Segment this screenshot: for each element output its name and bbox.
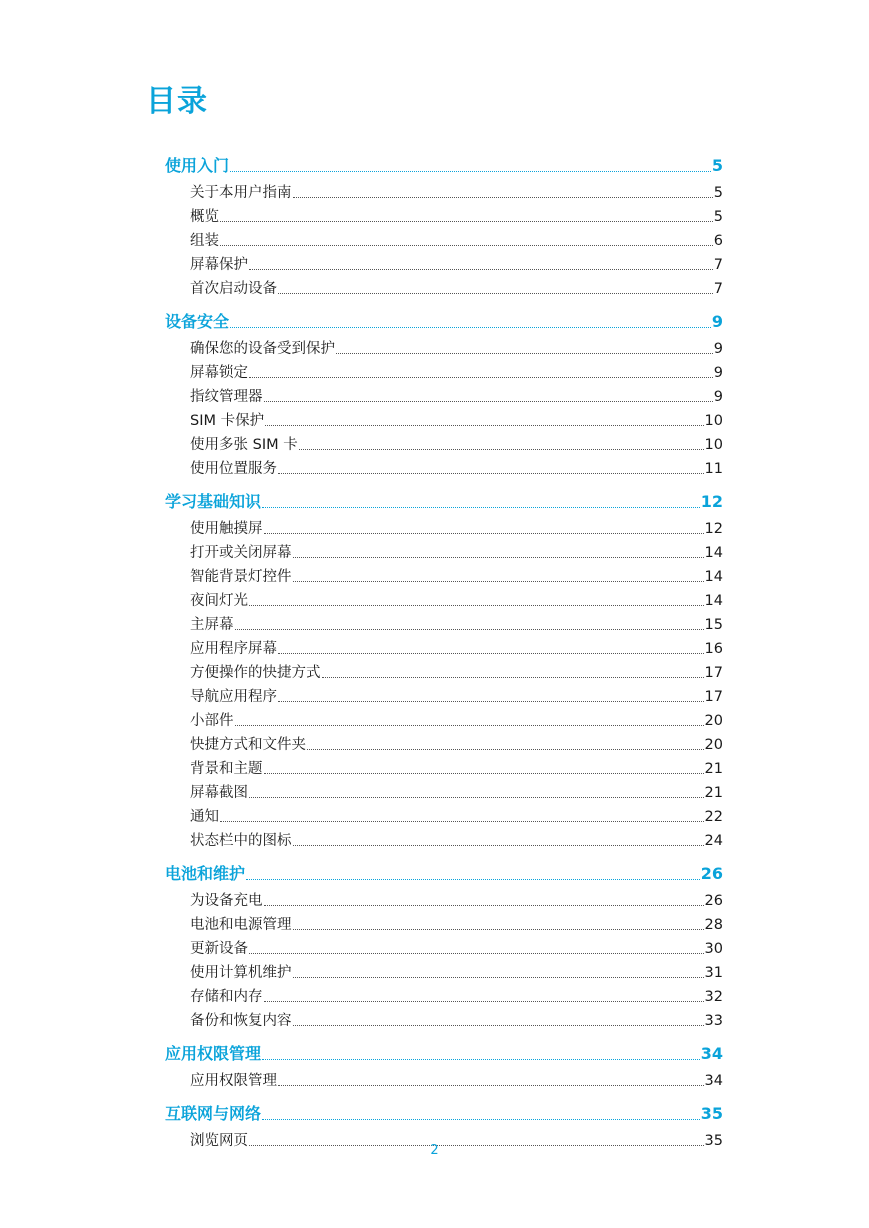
toc-entry-title: 应用程序屏幕	[190, 641, 277, 657]
dot-leader	[293, 197, 713, 198]
toc-entry-title: 首次启动设备	[190, 281, 277, 297]
toc-entry-title: 主屏幕	[190, 617, 234, 633]
toc-entry-page: 6	[713, 233, 723, 249]
dot-leader	[293, 1025, 704, 1026]
toc-chapter-title: 互联网与网络	[165, 1104, 262, 1123]
toc-chapter-page: 35	[700, 1104, 723, 1123]
toc-entry-link[interactable]	[0, 661, 869, 685]
toc-entry-link[interactable]	[0, 181, 869, 205]
toc-entry-page: 15	[704, 617, 723, 633]
toc-chapter-link[interactable]	[0, 307, 869, 337]
toc-entry-link[interactable]	[0, 385, 869, 409]
toc-entry-title: 关于本用户指南	[190, 185, 292, 201]
toc-entry-title: 指纹管理器	[190, 389, 263, 405]
dot-leader	[278, 701, 704, 702]
toc-entry-title: 使用触摸屏	[190, 521, 263, 537]
toc-entry-link[interactable]	[0, 277, 869, 301]
toc-chapter-title: 设备安全	[165, 312, 230, 331]
toc-section	[0, 859, 869, 1033]
toc-chapter-link[interactable]	[0, 151, 869, 181]
toc-entry-page: 5	[713, 209, 723, 225]
dot-leader	[336, 353, 713, 354]
toc-chapter-title: 电池和维护	[165, 864, 246, 883]
toc-entry-link[interactable]	[0, 733, 869, 757]
page-number: 2	[430, 1143, 439, 1158]
toc-entry-title: SIM 卡保护	[190, 413, 265, 429]
toc-entry-link[interactable]	[0, 565, 869, 589]
dot-leader	[293, 977, 704, 978]
dot-leader	[278, 653, 704, 654]
toc-entry-link[interactable]	[0, 229, 869, 253]
toc-entry-title: 更新设备	[190, 941, 248, 957]
toc-entry-link[interactable]	[0, 205, 869, 229]
toc-entry-title: 背景和主题	[190, 761, 263, 777]
toc-entry-link[interactable]	[0, 757, 869, 781]
dot-leader	[264, 401, 713, 402]
toc-entry-link[interactable]	[0, 253, 869, 277]
toc-entry-link[interactable]	[0, 457, 869, 481]
dot-leader	[293, 845, 704, 846]
toc-entry-link[interactable]	[0, 337, 869, 361]
toc-chapter-link[interactable]	[0, 859, 869, 889]
page-title: 目录	[146, 84, 208, 119]
dot-leader	[293, 581, 704, 582]
toc-entry-page: 17	[704, 665, 723, 681]
toc-entry-page: 32	[704, 989, 723, 1005]
toc-entry-link[interactable]	[0, 805, 869, 829]
toc-entry-title: 应用权限管理	[190, 1073, 277, 1089]
toc-entry-link[interactable]	[0, 685, 869, 709]
toc-entry-title: 使用计算机维护	[190, 965, 292, 981]
dot-leader	[230, 327, 711, 328]
dot-leader	[262, 1119, 700, 1120]
toc-entry-link[interactable]	[0, 889, 869, 913]
dot-leader	[264, 905, 704, 906]
toc-entry-page: 9	[713, 389, 723, 405]
toc-entry-page: 35	[704, 1133, 723, 1149]
toc-entry-page: 7	[713, 257, 723, 273]
dot-leader	[220, 221, 713, 222]
dot-leader	[322, 677, 704, 678]
table-of-contents	[0, 151, 869, 1159]
toc-entry-link[interactable]	[0, 409, 869, 433]
dot-leader	[265, 425, 703, 426]
toc-entry-page: 16	[704, 641, 723, 657]
dot-leader	[264, 1001, 704, 1002]
dot-leader	[249, 953, 704, 954]
toc-entry-title: 导航应用程序	[190, 689, 277, 705]
toc-entry-title: 概览	[190, 209, 219, 225]
toc-entry-link[interactable]	[0, 361, 869, 385]
toc-entry-title: 浏览网页	[190, 1133, 248, 1149]
toc-entry-page: 12	[704, 521, 723, 537]
toc-entry-page: 9	[713, 365, 723, 381]
dot-leader	[249, 797, 704, 798]
toc-chapter-title: 使用入门	[165, 156, 230, 175]
toc-entry-link[interactable]	[0, 589, 869, 613]
toc-entry-page: 20	[704, 713, 723, 729]
toc-entry-title: 为设备充电	[190, 893, 263, 909]
toc-entry-page: 21	[704, 785, 723, 801]
toc-entry-title: 屏幕锁定	[190, 365, 248, 381]
toc-chapter-page: 9	[711, 312, 723, 331]
toc-chapter-link[interactable]	[0, 1099, 869, 1129]
toc-entry-title: 屏幕保护	[190, 257, 248, 273]
dot-leader	[249, 605, 704, 606]
toc-entry-page: 21	[704, 761, 723, 777]
toc-entry-title: 通知	[190, 809, 219, 825]
toc-entry-page: 7	[713, 281, 723, 297]
toc-entry-title: 小部件	[190, 713, 234, 729]
toc-entry-title: 电池和电源管理	[190, 917, 292, 933]
toc-entry-link[interactable]	[0, 781, 869, 805]
toc-entry-link[interactable]	[0, 637, 869, 661]
dot-leader	[230, 171, 711, 172]
toc-entry-page: 26	[704, 893, 723, 909]
toc-section	[0, 1039, 869, 1093]
toc-entry-link[interactable]	[0, 541, 869, 565]
toc-entry-link[interactable]	[0, 985, 869, 1009]
toc-entry-page: 9	[713, 341, 723, 357]
toc-entry-title: 方便操作的快捷方式	[190, 665, 321, 681]
toc-entry-title: 使用多张 SIM 卡	[190, 437, 298, 453]
toc-entry-page: 34	[704, 1073, 723, 1089]
dot-leader	[249, 377, 713, 378]
dot-leader	[264, 533, 704, 534]
toc-entry-page: 14	[704, 545, 723, 561]
toc-entry-page: 10	[704, 413, 723, 429]
toc-entry-page: 5	[713, 185, 723, 201]
toc-entry-link[interactable]	[0, 961, 869, 985]
dot-leader	[220, 821, 704, 822]
toc-section	[0, 487, 869, 853]
toc-entry-link[interactable]	[0, 1009, 869, 1033]
dot-leader	[235, 629, 704, 630]
dot-leader	[293, 929, 704, 930]
toc-chapter-page: 12	[700, 492, 723, 511]
toc-entry-link[interactable]	[0, 433, 869, 457]
dot-leader	[246, 879, 700, 880]
dot-leader	[307, 749, 704, 750]
dot-leader	[249, 269, 713, 270]
toc-entry-title: 智能背景灯控件	[190, 569, 292, 585]
toc-entry-title: 打开或关闭屏幕	[190, 545, 292, 561]
toc-entry-link[interactable]	[0, 709, 869, 733]
toc-entry-page: 10	[704, 437, 723, 453]
toc-entry-page: 24	[704, 833, 723, 849]
toc-entry-link[interactable]	[0, 1069, 869, 1093]
dot-leader	[278, 473, 704, 474]
dot-leader	[293, 557, 704, 558]
toc-entry-title: 组装	[190, 233, 219, 249]
toc-entry-title: 使用位置服务	[190, 461, 277, 477]
toc-entry-title: 状态栏中的图标	[190, 833, 292, 849]
toc-entry-page: 28	[704, 917, 723, 933]
toc-entry-page: 14	[704, 593, 723, 609]
toc-entry-page: 30	[704, 941, 723, 957]
dot-leader	[264, 773, 704, 774]
toc-entry-page: 20	[704, 737, 723, 753]
dot-leader	[278, 293, 713, 294]
toc-entry-link[interactable]	[0, 613, 869, 637]
toc-entry-link[interactable]	[0, 829, 869, 853]
toc-entry-title: 夜间灯光	[190, 593, 248, 609]
toc-chapter-link[interactable]	[0, 487, 869, 517]
toc-entry-page: 11	[704, 461, 723, 477]
toc-entry-page: 14	[704, 569, 723, 585]
toc-entry-page: 17	[704, 689, 723, 705]
toc-chapter-title: 学习基础知识	[165, 492, 262, 511]
toc-entry-title: 备份和恢复内容	[190, 1013, 292, 1029]
dot-leader	[220, 245, 713, 246]
toc-chapter-title: 应用权限管理	[165, 1044, 262, 1063]
dot-leader	[235, 725, 704, 726]
toc-chapter-link[interactable]	[0, 1039, 869, 1069]
toc-section	[0, 307, 869, 481]
dot-leader	[262, 507, 700, 508]
toc-entry-title: 确保您的设备受到保护	[190, 341, 335, 357]
toc-entry-title: 屏幕截图	[190, 785, 248, 801]
toc-entry-page: 33	[704, 1013, 723, 1029]
toc-chapter-page: 26	[700, 864, 723, 883]
toc-chapter-page: 34	[700, 1044, 723, 1063]
dot-leader	[262, 1059, 700, 1060]
toc-section	[0, 151, 869, 301]
toc-entry-title: 存储和内存	[190, 989, 263, 1005]
toc-entry-link[interactable]	[0, 913, 869, 937]
toc-entry-link[interactable]	[0, 937, 869, 961]
dot-leader	[278, 1085, 704, 1086]
toc-entry-link[interactable]	[0, 517, 869, 541]
dot-leader	[299, 449, 704, 450]
toc-entry-page: 22	[704, 809, 723, 825]
toc-entry-title: 快捷方式和文件夹	[190, 737, 306, 753]
toc-entry-page: 31	[704, 965, 723, 981]
toc-chapter-page: 5	[711, 156, 723, 175]
